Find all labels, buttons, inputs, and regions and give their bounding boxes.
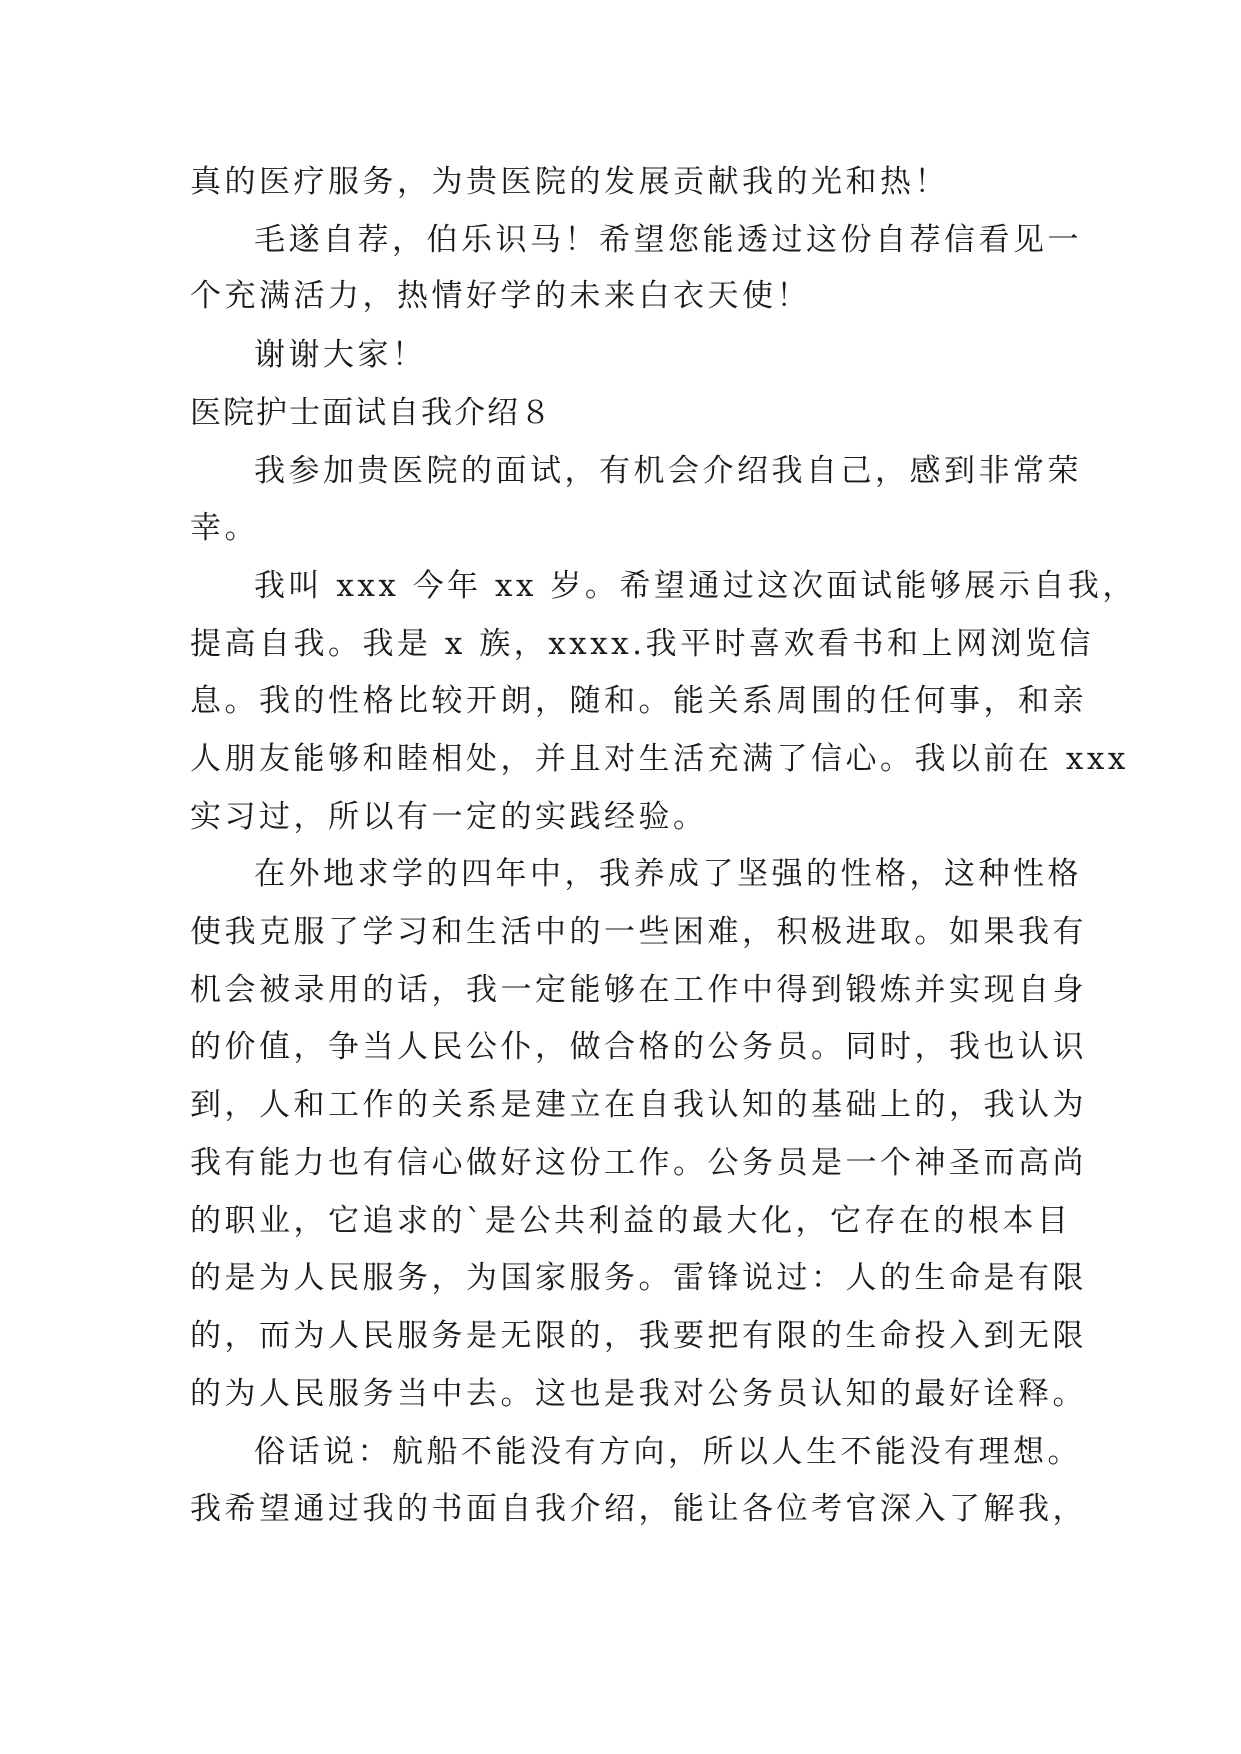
text-line: 我叫 xxx 今年 xx 岁。希望通过这次面试能够展示自我，: [254, 568, 1137, 604]
text-line: 毛遂自荐，伯乐识马！希望您能透过这份自荐信看见一: [254, 222, 1082, 258]
text-line: 谢谢大家！: [254, 337, 427, 373]
section-title: 医院护士面试自我介绍８: [190, 395, 553, 431]
text-line: 我参加贵医院的面试，有机会介绍我自己，感到非常荣: [254, 453, 1082, 489]
text-line: 息。我的性格比较开朗，随和。能关系周围的任何事，和亲: [190, 683, 1087, 719]
text-line: 的，而为人民服务是无限的，我要把有限的生命投入到无限: [190, 1318, 1087, 1354]
text-line: 个充满活力，热情好学的未来白衣天使！: [190, 278, 811, 314]
text-line: 在外地求学的四年中，我养成了坚强的性格，这种性格: [254, 856, 1082, 892]
text-line: 我希望通过我的书面自我介绍，能让各位考官深入了解我，: [190, 1491, 1087, 1527]
text-line: 幸。: [190, 510, 259, 546]
text-line: 我有能力也有信心做好这份工作。公务员是一个神圣而高尚: [190, 1145, 1087, 1181]
text-line: 到，人和工作的关系是建立在自我认知的基础上的，我认为: [190, 1087, 1087, 1123]
text-line: 真的医疗服务，为贵医院的发展贡献我的光和热！: [190, 164, 949, 200]
text-line: 机会被录用的话，我一定能够在工作中得到锻炼并实现自身: [190, 972, 1087, 1008]
text-line: 的职业，它追求的`是公共利益的最大化，它存在的根本目: [190, 1203, 1072, 1239]
text-line: 提高自我。我是 x 族，xxxx.我平时喜欢看书和上网浏览信: [190, 626, 1094, 662]
text-line: 使我克服了学习和生活中的一些困难，积极进取。如果我有: [190, 914, 1087, 950]
text-line: 人朋友能够和睦相处，并且对生活充满了信心。我以前在 xxx: [190, 741, 1129, 777]
text-line: 实习过，所以有一定的实践经验。: [190, 799, 708, 835]
text-line: 俗话说：航船不能没有方向，所以人生不能没有理想。: [254, 1434, 1082, 1470]
text-line: 的是为人民服务，为国家服务。雷锋说过：人的生命是有限: [190, 1260, 1087, 1296]
text-line: 的为人民服务当中去。这也是我对公务员认知的最好诠释。: [190, 1376, 1087, 1412]
text-line: 的价值，争当人民公仆，做合格的公务员。同时，我也认识: [190, 1029, 1087, 1065]
